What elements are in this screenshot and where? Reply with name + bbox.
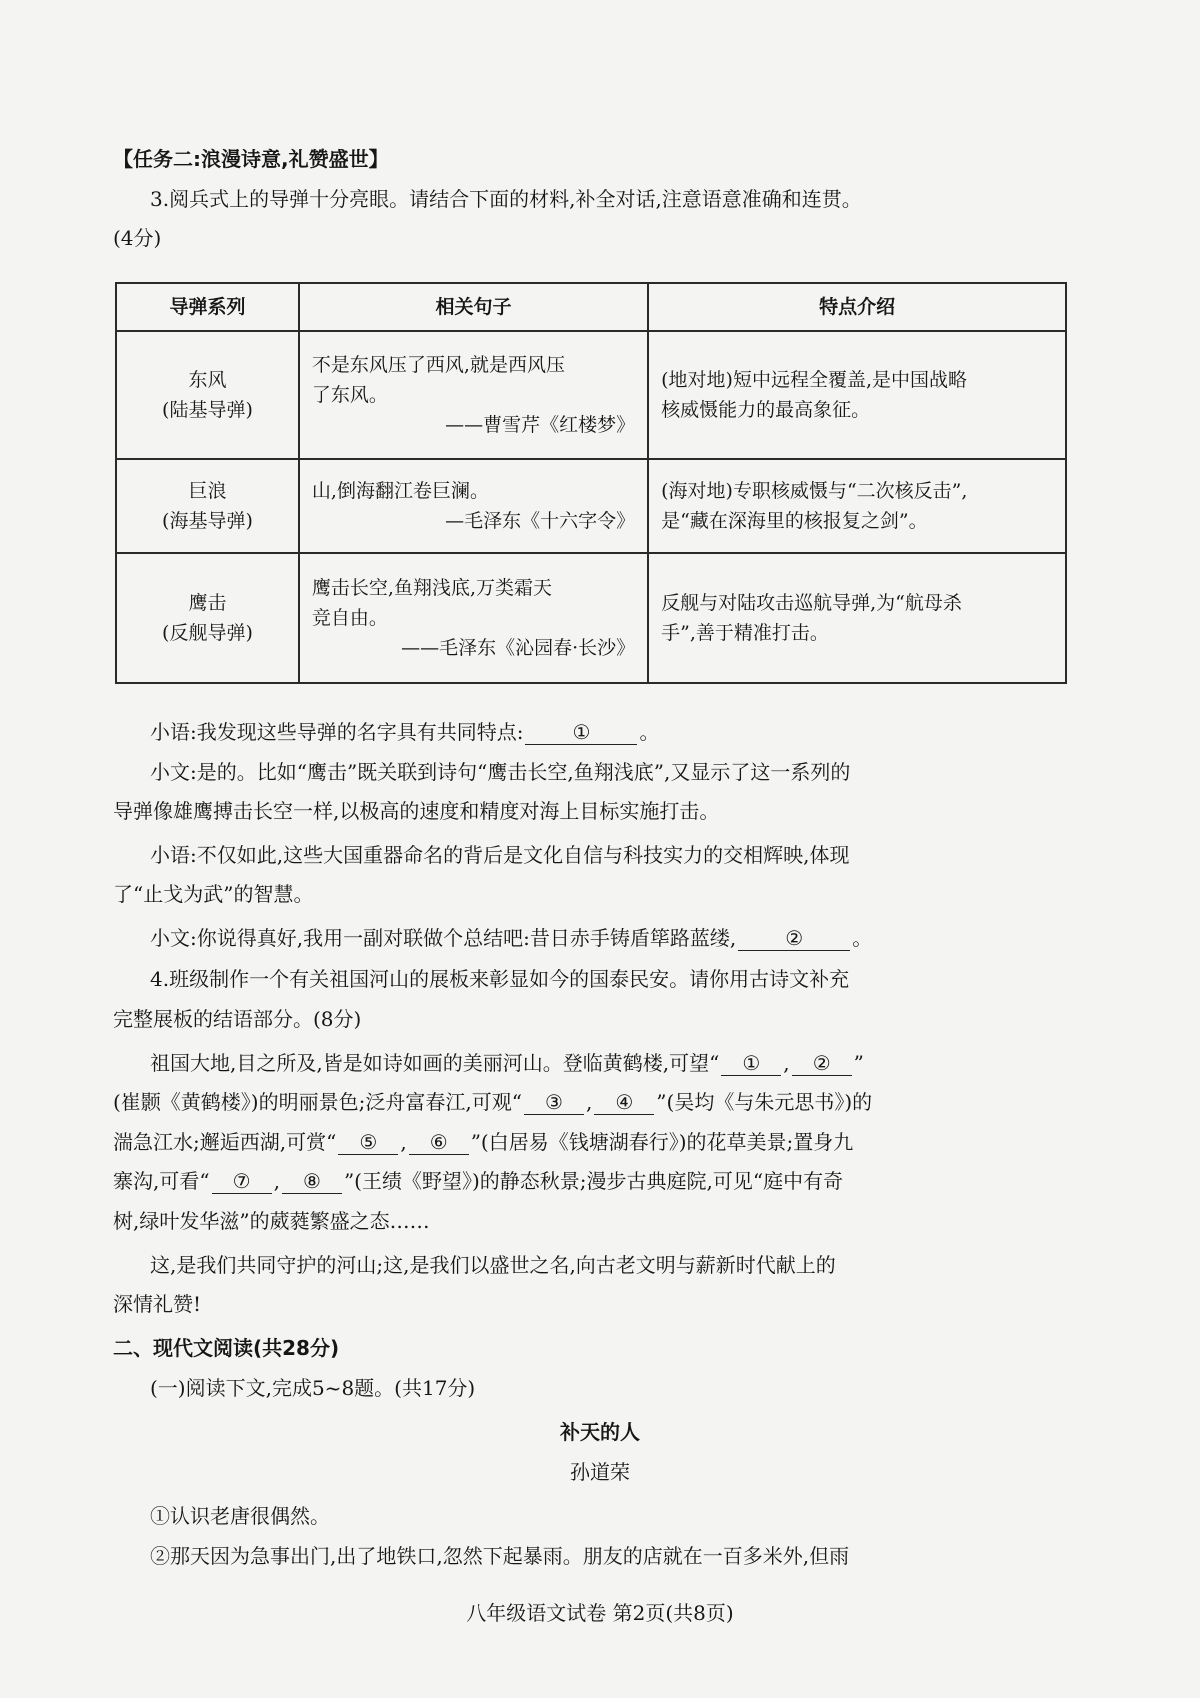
dialogue-text: 。	[639, 720, 660, 744]
missile-type: (海基导弹)	[162, 510, 253, 532]
q4-para-line1	[150, 1049, 864, 1077]
missile-name: 鹰击	[188, 592, 227, 614]
quote-cell	[299, 331, 648, 459]
task-heading: 【任务二:浪漫诗意,礼赞盛世】	[113, 147, 389, 171]
q4-para-line3	[113, 1128, 853, 1156]
feature-line: 核威慑能力的最高象征。	[661, 399, 871, 421]
feature-cell	[648, 459, 1066, 553]
answer-blank[interactable]: ②	[792, 1051, 852, 1076]
q4-para-line4	[113, 1167, 843, 1195]
dialogue-line-2a: 小文:是的。比如“鹰击”既关联到诗句“鹰击长空,鱼翔浅底”,又显示了这一系列的	[150, 760, 851, 784]
missile-type: (反舰导弹)	[162, 622, 253, 644]
feature-cell	[648, 553, 1066, 683]
quote-source: ——毛泽东《沁园春·长沙》	[401, 637, 636, 659]
feature-line: 反舰与对陆攻击巡航导弹,为“航母杀	[661, 592, 962, 614]
quote-line: 了东风。	[311, 384, 388, 406]
q4-text: ,	[783, 1051, 790, 1075]
feature-line: (海对地)专职核威慑与“二次核反击”,	[661, 480, 968, 502]
q4-para2-line1: 这,是我们共同守护的河山;这,是我们以盛世之名,向古老文明与薪新时代献上的	[150, 1253, 836, 1277]
missile-name-cell	[116, 459, 299, 553]
quote-line: 不是东风压了西风,就是西风压	[311, 354, 565, 376]
feature-line: 是“藏在深海里的核报复之剑”。	[661, 510, 928, 532]
q4-para-line5: 树,绿叶发华滋”的葳蕤繁盛之态……	[113, 1209, 430, 1233]
dialogue-text: 小语:我发现这些导弹的名字具有共同特点:	[150, 720, 524, 744]
dialogue-line-4	[150, 924, 872, 952]
answer-blank[interactable]: ①	[721, 1051, 781, 1076]
answer-blank[interactable]: ②	[738, 926, 850, 951]
quote-line: 竞自由。	[311, 607, 388, 629]
article-paragraph-2: ②那天因为急事出门,出了地铁口,忽然下起暴雨。朋友的店就在一百多米外,但雨	[150, 1544, 850, 1568]
q3-text-line1: 3.阅兵式上的导弹十分亮眼。请结合下面的材料,补全对话,注意语意准确和连贯。	[150, 187, 862, 211]
dialogue-text: 小文:你说得真好,我用一副对联做个总结吧:昔日赤手铸盾筚路蓝缕,	[150, 926, 737, 950]
answer-blank[interactable]: ⑥	[409, 1130, 469, 1155]
quote-cell	[299, 553, 648, 683]
q4-text: 寨沟,可看“	[113, 1169, 210, 1193]
q4-text: 祖国大地,目之所及,皆是如诗如画的美丽河山。登临黄鹤楼,可望“	[150, 1051, 720, 1075]
quote-cell	[299, 459, 648, 553]
answer-blank[interactable]: ③	[524, 1090, 584, 1115]
q4-text: ”	[853, 1051, 864, 1075]
q4-text: ”(白居易《钱塘湖春行》)的花草美景;置身九	[470, 1130, 854, 1154]
q4-text: ,	[273, 1169, 280, 1193]
dialogue-line-1	[150, 718, 659, 746]
quote-source: ——曹雪芹《红楼梦》	[445, 414, 636, 436]
header-sentence: 相关句子	[299, 283, 648, 331]
dialogue-line-3a: 小语:不仅如此,这些大国重器命名的背后是文化自信与科技实力的交相辉映,体现	[150, 843, 850, 867]
article-title: 补天的人	[560, 1420, 640, 1444]
header-feature: 特点介绍	[648, 283, 1066, 331]
table-row	[116, 459, 1066, 553]
section-subheading: (一)阅读下文,完成5~8题。(共17分)	[150, 1376, 476, 1400]
dialogue-line-3b: 了“止戈为武”的智慧。	[113, 882, 314, 906]
dialogue-line-2b: 导弹像雄鹰搏击长空一样,以极高的速度和精度对海上目标实施打击。	[113, 799, 720, 823]
missile-name-cell	[116, 553, 299, 683]
quote-source: —毛泽东《十六字令》	[445, 510, 636, 532]
table-row	[116, 553, 1066, 683]
table-row	[116, 331, 1066, 459]
article-author: 孙道荣	[570, 1460, 630, 1484]
answer-blank[interactable]: ⑤	[338, 1130, 398, 1155]
missile-table	[115, 282, 1067, 684]
q4-text: ,	[585, 1090, 593, 1114]
answer-blank[interactable]: ⑦	[212, 1169, 272, 1194]
q4-para2-line2: 深情礼赞!	[113, 1292, 202, 1316]
article-paragraph-1: ①认识老唐很偶然。	[150, 1504, 330, 1528]
answer-blank[interactable]: ⑧	[282, 1169, 342, 1194]
missile-name: 巨浪	[188, 480, 227, 502]
feature-cell	[648, 331, 1066, 459]
q4-text: ,	[400, 1130, 407, 1154]
missile-name-cell	[116, 331, 299, 459]
q4-text-line2: 完整展板的结语部分。(8分)	[113, 1007, 362, 1031]
missile-name: 东风	[188, 369, 227, 391]
page-footer: 八年级语文试卷 第2页(共8页)	[466, 1601, 734, 1625]
missile-type: (陆基导弹)	[162, 399, 253, 421]
q4-para-line2	[113, 1088, 872, 1116]
q4-text: (崔颢《黄鹤楼》)的明丽景色;泛舟富春江,可观“	[113, 1090, 522, 1114]
quote-line: 山,倒海翻江卷巨澜。	[311, 480, 489, 502]
dialogue-text: 。	[852, 926, 873, 950]
answer-blank[interactable]: ④	[594, 1090, 654, 1115]
table-header-row	[116, 283, 1066, 331]
feature-line: 手”,善于精准打击。	[661, 622, 829, 644]
section-heading: 二、现代文阅读(共28分)	[113, 1336, 340, 1360]
q4-text: 湍急江水;邂逅西湖,可赏“	[113, 1130, 337, 1154]
q4-text-line1: 4.班级制作一个有关祖国河山的展板来彰显如今的国泰民安。请你用古诗文补充	[150, 967, 850, 991]
quote-line: 鹰击长空,鱼翔浅底,万类霜天	[311, 577, 552, 599]
answer-blank[interactable]: ①	[525, 720, 637, 745]
q4-text: ”(王绩《野望》)的静态秋景;漫步古典庭院,可见“庭中有奇	[343, 1169, 844, 1193]
q3-text-line2: (4分)	[113, 226, 162, 250]
feature-line: (地对地)短中远程全覆盖,是中国战略	[661, 369, 968, 391]
header-series: 导弹系列	[116, 283, 299, 331]
q4-text: ”(吴均《与朱元思书》)的	[656, 1090, 873, 1114]
